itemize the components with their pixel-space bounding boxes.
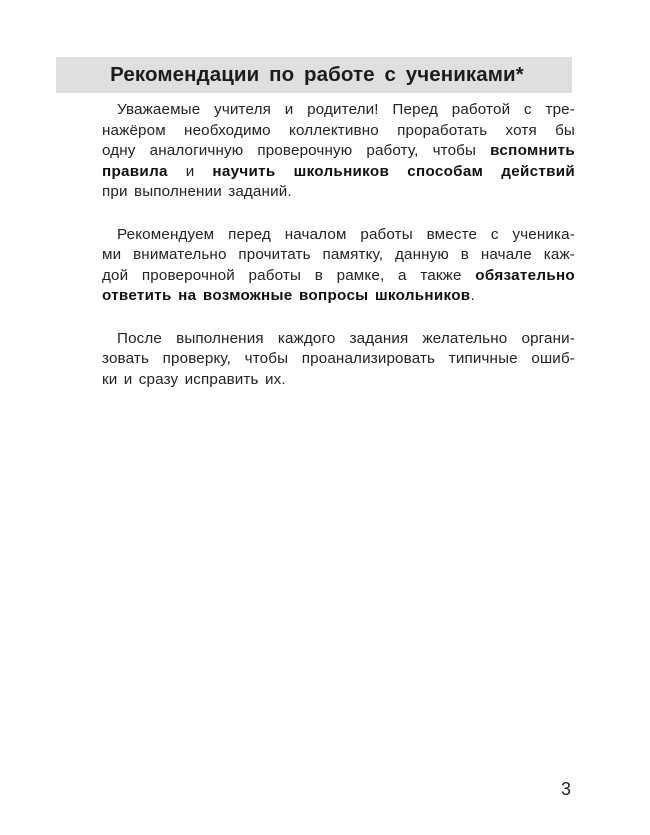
text-line xyxy=(102,100,575,121)
text-line xyxy=(102,121,575,142)
text-span: и xyxy=(167,162,213,180)
page-number: 3 xyxy=(561,779,572,799)
text-line xyxy=(102,162,575,183)
paragraph-memo xyxy=(102,225,575,307)
text-span: одну аналогичную проверочную работу, чтобы xyxy=(102,142,491,159)
section-title: Рекомендации по работе с учениками* xyxy=(110,63,524,86)
section-header xyxy=(56,57,572,93)
emphasis-text: ответить на возможные вопросы школьников xyxy=(102,287,471,304)
paragraph-review xyxy=(102,329,575,391)
text-span: Уважаемые учителя и родители! Перед работой с тре- xyxy=(117,101,575,118)
text-span: . xyxy=(470,287,475,304)
paragraph-intro xyxy=(102,100,575,203)
text-span: дой проверочной работы в рамке, а также xyxy=(102,266,476,284)
text-span: при выполнении заданий. xyxy=(102,183,292,200)
text-line xyxy=(102,329,575,350)
text-span: ки и сразу исправить их. xyxy=(102,370,286,388)
text-span: После выполнения каждого задания желательно органи- xyxy=(117,329,575,347)
text-span: Рекомендуем перед началом работы вместе с ученика- xyxy=(117,225,575,243)
text-line xyxy=(102,182,575,203)
emphasis-text: правила xyxy=(102,162,168,180)
text-line xyxy=(102,266,575,287)
text-span: ми внимательно прочитать памятку, данную в начале каж- xyxy=(102,246,575,263)
text-span: зовать проверку, чтобы проанализировать типичные ошиб- xyxy=(102,350,575,367)
body-content xyxy=(102,100,575,412)
text-line xyxy=(102,225,575,246)
text-span: нажёром необходимо коллективно проработать хотя бы xyxy=(102,121,575,139)
emphasis-text: научить школьников способам действий xyxy=(212,162,575,180)
text-line xyxy=(102,245,575,266)
emphasis-text: обязательно xyxy=(475,266,575,284)
text-line xyxy=(102,141,575,162)
text-line xyxy=(102,286,575,307)
text-line xyxy=(102,370,575,391)
text-line xyxy=(102,349,575,370)
emphasis-text: вспомнить xyxy=(490,142,575,159)
